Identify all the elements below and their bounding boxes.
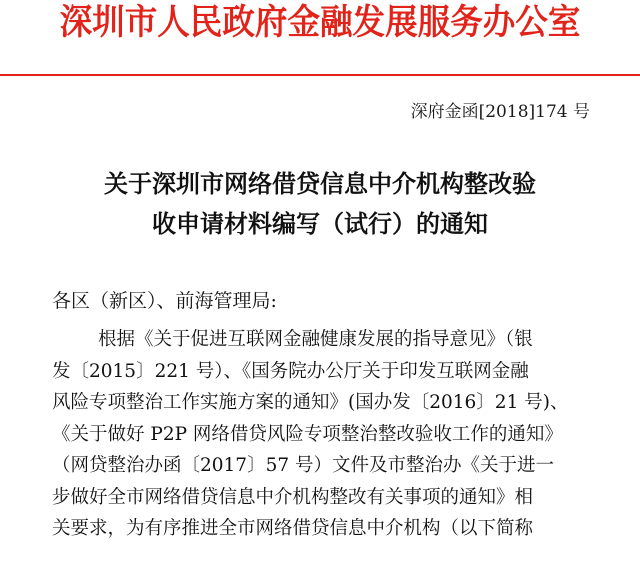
document-title [0, 164, 640, 244]
body-line: 关要求，为有序推进全市网络借贷信息中介机构（以下简称 [52, 518, 534, 539]
issuing-office-name: 深圳市人民政府金融发展服务办公室 [59, 3, 581, 43]
document-title-line-1: 关于深圳市网络借贷信息中介机构整改验 [104, 170, 536, 198]
body-line: 发〔2015〕221 号）、《国务院办公厅关于印发互联网金融 [52, 360, 529, 382]
body-line: 步做好全市网络借贷信息中介机构整改有关事项的通知》相 [52, 486, 534, 508]
body-line: 根据《关于促进互联网金融健康发展的指导意见》（银 [98, 329, 533, 350]
body-line: 风险专项整治工作实施方案的通知》(国办发〔2016〕21 号)、 [52, 392, 569, 413]
document-header [0, 0, 640, 46]
document-number: 深府金函[2018]174 号 [410, 102, 590, 122]
document-title-line-2: 收申请材料编写（试行）的通知 [152, 210, 488, 238]
body-line: 《关于做好 P2P 网络借贷风险专项整治整改验收工作的通知》 [52, 423, 563, 445]
header-red-rule [0, 74, 640, 76]
body-line: （网贷整治办函〔2017〕57 号）文件及市整治办《关于进一 [52, 455, 555, 476]
body-paragraph [52, 324, 612, 545]
addressee: 各区（新区）、前海管理局: [52, 290, 277, 312]
